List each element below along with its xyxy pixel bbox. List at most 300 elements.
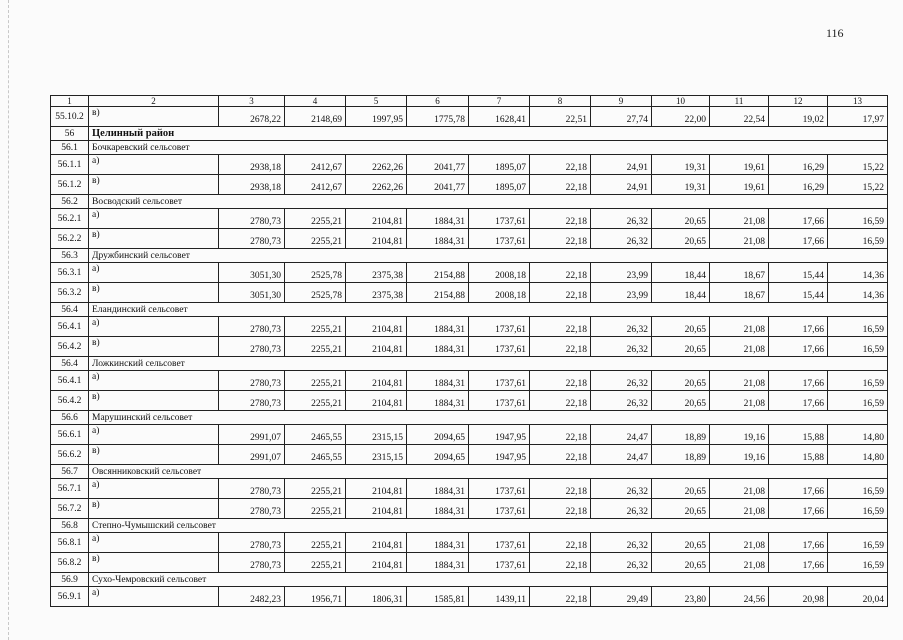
value-cell: 22,51 [530,107,591,127]
row-type: в) [89,391,219,411]
value-cell: 17,97 [828,107,888,127]
value-cell: 17,66 [769,553,828,573]
value-cell: 2255,21 [285,533,346,553]
value-cell: 19,16 [710,445,769,465]
row-code: 56.6.1 [51,425,89,445]
value-cell: 1884,31 [407,479,469,499]
column-header: 11 [710,96,769,107]
value-cell: 19,02 [769,107,828,127]
table-row [51,587,888,607]
row-type: а) [89,155,219,175]
row-code: 56.7 [51,465,89,479]
value-cell: 2094,65 [407,425,469,445]
value-cell: 2991,07 [219,445,285,465]
value-cell: 20,65 [652,229,710,249]
value-cell: 1737,61 [469,553,530,573]
value-cell: 14,36 [828,263,888,283]
value-cell: 2780,73 [219,337,285,357]
value-cell: 2255,21 [285,209,346,229]
value-cell: 1737,61 [469,317,530,337]
row-code: 56.8 [51,519,89,533]
value-cell: 2104,81 [346,209,407,229]
value-cell: 1737,61 [469,371,530,391]
row-code: 56.3.2 [51,283,89,303]
value-cell: 15,44 [769,283,828,303]
table-row [51,317,888,337]
value-cell: 2104,81 [346,391,407,411]
value-cell: 1884,31 [407,391,469,411]
value-cell: 1737,61 [469,229,530,249]
value-cell: 22,18 [530,391,591,411]
table-row [51,553,888,573]
value-cell: 24,56 [710,587,769,607]
value-cell: 1884,31 [407,553,469,573]
value-cell: 17,66 [769,371,828,391]
value-cell: 15,44 [769,263,828,283]
row-code: 56.6 [51,411,89,425]
value-cell: 15,88 [769,445,828,465]
value-cell: 21,08 [710,229,769,249]
table-row [51,175,888,195]
value-cell: 17,66 [769,479,828,499]
value-cell: 22,18 [530,445,591,465]
value-cell: 1737,61 [469,391,530,411]
value-cell: 24,91 [591,175,652,195]
column-header: 1 [51,96,89,107]
section-row [51,519,888,533]
value-cell: 2104,81 [346,371,407,391]
row-code: 56.1.2 [51,175,89,195]
value-cell: 2104,81 [346,229,407,249]
table-row [51,283,888,303]
value-cell: 2255,21 [285,229,346,249]
value-cell: 16,59 [828,533,888,553]
value-cell: 15,88 [769,425,828,445]
value-cell: 2104,81 [346,479,407,499]
value-cell: 2938,18 [219,175,285,195]
value-cell: 21,08 [710,317,769,337]
row-type: в) [89,283,219,303]
value-cell: 2780,73 [219,499,285,519]
row-type: в) [89,445,219,465]
section-row [51,249,888,263]
table-row [51,391,888,411]
value-cell: 19,16 [710,425,769,445]
value-cell: 16,59 [828,371,888,391]
section-row [51,573,888,587]
value-cell: 17,66 [769,337,828,357]
row-type: а) [89,317,219,337]
value-cell: 26,32 [591,337,652,357]
table-row [51,425,888,445]
section-title: Еландинский сельсовет [89,303,888,317]
section-title: Дружбинский сельсовет [89,249,888,263]
value-cell: 1884,31 [407,209,469,229]
row-code: 56 [51,127,89,141]
value-cell: 1895,07 [469,175,530,195]
value-cell: 1884,31 [407,533,469,553]
row-code: 56.4.2 [51,337,89,357]
value-cell: 2255,21 [285,553,346,573]
column-header: 7 [469,96,530,107]
row-type: в) [89,337,219,357]
value-cell: 1737,61 [469,209,530,229]
row-type: а) [89,371,219,391]
table-row [51,209,888,229]
value-cell: 16,29 [769,155,828,175]
value-cell: 1895,07 [469,155,530,175]
row-code: 56.9 [51,573,89,587]
row-code: 56.2 [51,195,89,209]
value-cell: 2104,81 [346,553,407,573]
section-row [51,357,888,371]
value-cell: 14,36 [828,283,888,303]
row-type: в) [89,499,219,519]
value-cell: 2255,21 [285,499,346,519]
value-cell: 20,65 [652,391,710,411]
value-cell: 24,91 [591,155,652,175]
value-cell: 21,08 [710,499,769,519]
value-cell: 1737,61 [469,499,530,519]
value-cell: 18,67 [710,263,769,283]
value-cell: 20,65 [652,209,710,229]
row-type: а) [89,479,219,499]
value-cell: 2104,81 [346,533,407,553]
column-header: 5 [346,96,407,107]
row-type: а) [89,263,219,283]
value-cell: 1806,31 [346,587,407,607]
column-header: 6 [407,96,469,107]
value-cell: 2041,77 [407,175,469,195]
section-title: Бочкаревский сельсовет [89,141,888,155]
row-type: а) [89,209,219,229]
value-cell: 19,31 [652,155,710,175]
value-cell: 21,08 [710,337,769,357]
value-cell: 22,18 [530,553,591,573]
value-cell: 2780,73 [219,533,285,553]
value-cell: 21,08 [710,391,769,411]
value-cell: 2465,55 [285,425,346,445]
row-code: 56.3.1 [51,263,89,283]
value-cell: 14,80 [828,445,888,465]
value-cell: 16,59 [828,479,888,499]
row-code: 56.6.2 [51,445,89,465]
row-code: 56.8.2 [51,553,89,573]
section-title: Восводский сельсовет [89,195,888,209]
table-row [51,107,888,127]
table-body [51,96,888,607]
value-cell: 26,32 [591,229,652,249]
value-cell: 1884,31 [407,371,469,391]
value-cell: 2780,73 [219,371,285,391]
value-cell: 23,99 [591,283,652,303]
value-cell: 17,66 [769,209,828,229]
row-type: в) [89,107,219,127]
value-cell: 22,18 [530,425,591,445]
row-code: 56.2.1 [51,209,89,229]
value-cell: 1737,61 [469,337,530,357]
table-row [51,445,888,465]
value-cell: 18,67 [710,283,769,303]
table-row [51,155,888,175]
value-cell: 2104,81 [346,499,407,519]
value-cell: 2148,69 [285,107,346,127]
value-cell: 22,18 [530,587,591,607]
value-cell: 3051,30 [219,283,285,303]
value-cell: 1947,95 [469,425,530,445]
row-type: а) [89,533,219,553]
value-cell: 1628,41 [469,107,530,127]
value-cell: 2255,21 [285,479,346,499]
value-cell: 2154,88 [407,263,469,283]
value-cell: 22,18 [530,263,591,283]
value-cell: 2412,67 [285,155,346,175]
value-cell: 2780,73 [219,479,285,499]
value-cell: 16,59 [828,499,888,519]
column-header: 9 [591,96,652,107]
value-cell: 2041,77 [407,155,469,175]
row-code: 56.3 [51,249,89,263]
section-title: Степно-Чумышский сельсовет [89,519,888,533]
value-cell: 2780,73 [219,553,285,573]
value-cell: 2094,65 [407,445,469,465]
value-cell: 2315,15 [346,425,407,445]
value-cell: 20,65 [652,371,710,391]
value-cell: 21,08 [710,479,769,499]
column-header: 12 [769,96,828,107]
value-cell: 18,89 [652,445,710,465]
value-cell: 16,59 [828,229,888,249]
section-title: Овсянниковский сельсовет [89,465,888,479]
value-cell: 1884,31 [407,499,469,519]
value-cell: 1737,61 [469,533,530,553]
value-cell: 2262,26 [346,175,407,195]
value-cell: 26,32 [591,391,652,411]
column-header: 10 [652,96,710,107]
value-cell: 22,18 [530,533,591,553]
value-cell: 26,32 [591,317,652,337]
value-cell: 26,32 [591,553,652,573]
table-row [51,229,888,249]
value-cell: 16,59 [828,553,888,573]
table-row [51,337,888,357]
page-number: 116 [826,26,844,40]
value-cell: 2375,38 [346,283,407,303]
value-cell: 2780,73 [219,317,285,337]
district-row [51,127,888,141]
header-row [51,96,888,107]
column-header: 8 [530,96,591,107]
value-cell: 1439,11 [469,587,530,607]
section-row [51,141,888,155]
value-cell: 17,66 [769,229,828,249]
column-header: 2 [89,96,219,107]
row-code: 56.1 [51,141,89,155]
value-cell: 15,22 [828,175,888,195]
section-title: Сухо-Чемровский сельсовет [89,573,888,587]
section-row [51,465,888,479]
value-cell: 18,89 [652,425,710,445]
value-cell: 24,47 [591,425,652,445]
row-code: 56.4.1 [51,371,89,391]
value-cell: 3051,30 [219,263,285,283]
value-cell: 2154,88 [407,283,469,303]
row-code: 56.4.1 [51,317,89,337]
value-cell: 19,61 [710,175,769,195]
row-type: в) [89,175,219,195]
value-cell: 17,66 [769,533,828,553]
value-cell: 1737,61 [469,479,530,499]
value-cell: 22,18 [530,371,591,391]
row-code: 56.4.2 [51,391,89,411]
value-cell: 23,99 [591,263,652,283]
value-cell: 22,18 [530,337,591,357]
value-cell: 15,22 [828,155,888,175]
value-cell: 2465,55 [285,445,346,465]
value-cell: 26,32 [591,371,652,391]
value-cell: 1884,31 [407,337,469,357]
value-cell: 1884,31 [407,229,469,249]
value-cell: 20,04 [828,587,888,607]
row-type: в) [89,229,219,249]
table-row [51,263,888,283]
value-cell: 20,65 [652,317,710,337]
value-cell: 22,18 [530,499,591,519]
table-row [51,499,888,519]
value-cell: 1585,81 [407,587,469,607]
value-cell: 2780,73 [219,229,285,249]
value-cell: 1956,71 [285,587,346,607]
value-cell: 2991,07 [219,425,285,445]
value-cell: 2104,81 [346,337,407,357]
value-cell: 1775,78 [407,107,469,127]
value-cell: 22,18 [530,283,591,303]
section-title: Марушинский сельсовет [89,411,888,425]
value-cell: 2482,23 [219,587,285,607]
value-cell: 22,54 [710,107,769,127]
column-header: 3 [219,96,285,107]
district-title: Целинный район [89,127,888,141]
value-cell: 2255,21 [285,337,346,357]
value-cell: 2525,78 [285,283,346,303]
column-header: 13 [828,96,888,107]
value-cell: 27,74 [591,107,652,127]
row-code: 56.4 [51,357,89,371]
value-cell: 1884,31 [407,317,469,337]
value-cell: 26,32 [591,479,652,499]
value-cell: 2255,21 [285,317,346,337]
value-cell: 17,66 [769,317,828,337]
value-cell: 2780,73 [219,391,285,411]
value-cell: 16,59 [828,209,888,229]
value-cell: 2008,18 [469,283,530,303]
section-row [51,303,888,317]
page-left-border [8,0,9,640]
value-cell: 20,65 [652,499,710,519]
row-type: а) [89,587,219,607]
value-cell: 2255,21 [285,371,346,391]
value-cell: 20,65 [652,533,710,553]
value-cell: 22,18 [530,155,591,175]
row-type: а) [89,425,219,445]
row-code: 56.7.1 [51,479,89,499]
value-cell: 1947,95 [469,445,530,465]
value-cell: 2938,18 [219,155,285,175]
value-cell: 16,59 [828,337,888,357]
value-cell: 19,61 [710,155,769,175]
value-cell: 20,65 [652,479,710,499]
row-code: 55.10.2 [51,107,89,127]
value-cell: 2315,15 [346,445,407,465]
value-cell: 17,66 [769,391,828,411]
value-cell: 16,59 [828,317,888,337]
value-cell: 20,98 [769,587,828,607]
row-code: 56.9.1 [51,587,89,607]
value-cell: 21,08 [710,553,769,573]
value-cell: 2525,78 [285,263,346,283]
value-cell: 16,59 [828,391,888,411]
value-cell: 22,18 [530,479,591,499]
section-row [51,195,888,209]
value-cell: 2375,38 [346,263,407,283]
value-cell: 26,32 [591,533,652,553]
value-cell: 1997,95 [346,107,407,127]
value-cell: 23,80 [652,587,710,607]
value-cell: 14,80 [828,425,888,445]
value-cell: 21,08 [710,209,769,229]
value-cell: 18,44 [652,263,710,283]
value-cell: 22,18 [530,209,591,229]
tariff-table [50,95,888,607]
value-cell: 16,29 [769,175,828,195]
section-row [51,411,888,425]
row-code: 56.7.2 [51,499,89,519]
value-cell: 22,00 [652,107,710,127]
table-row [51,533,888,553]
value-cell: 22,18 [530,317,591,337]
value-cell: 22,18 [530,175,591,195]
value-cell: 2104,81 [346,317,407,337]
value-cell: 24,47 [591,445,652,465]
value-cell: 26,32 [591,499,652,519]
value-cell: 2008,18 [469,263,530,283]
value-cell: 29,49 [591,587,652,607]
value-cell: 20,65 [652,553,710,573]
row-code: 56.1.1 [51,155,89,175]
table-row [51,371,888,391]
value-cell: 2412,67 [285,175,346,195]
row-code: 56.8.1 [51,533,89,553]
column-header: 4 [285,96,346,107]
row-code: 56.2.2 [51,229,89,249]
value-cell: 2780,73 [219,209,285,229]
row-code: 56.4 [51,303,89,317]
value-cell: 26,32 [591,209,652,229]
value-cell: 18,44 [652,283,710,303]
value-cell: 2678,22 [219,107,285,127]
row-type: в) [89,553,219,573]
value-cell: 21,08 [710,533,769,553]
value-cell: 22,18 [530,229,591,249]
value-cell: 2262,26 [346,155,407,175]
value-cell: 17,66 [769,499,828,519]
value-cell: 2255,21 [285,391,346,411]
value-cell: 21,08 [710,371,769,391]
section-title: Ложкинский сельсовет [89,357,888,371]
value-cell: 20,65 [652,337,710,357]
value-cell: 19,31 [652,175,710,195]
table-row [51,479,888,499]
